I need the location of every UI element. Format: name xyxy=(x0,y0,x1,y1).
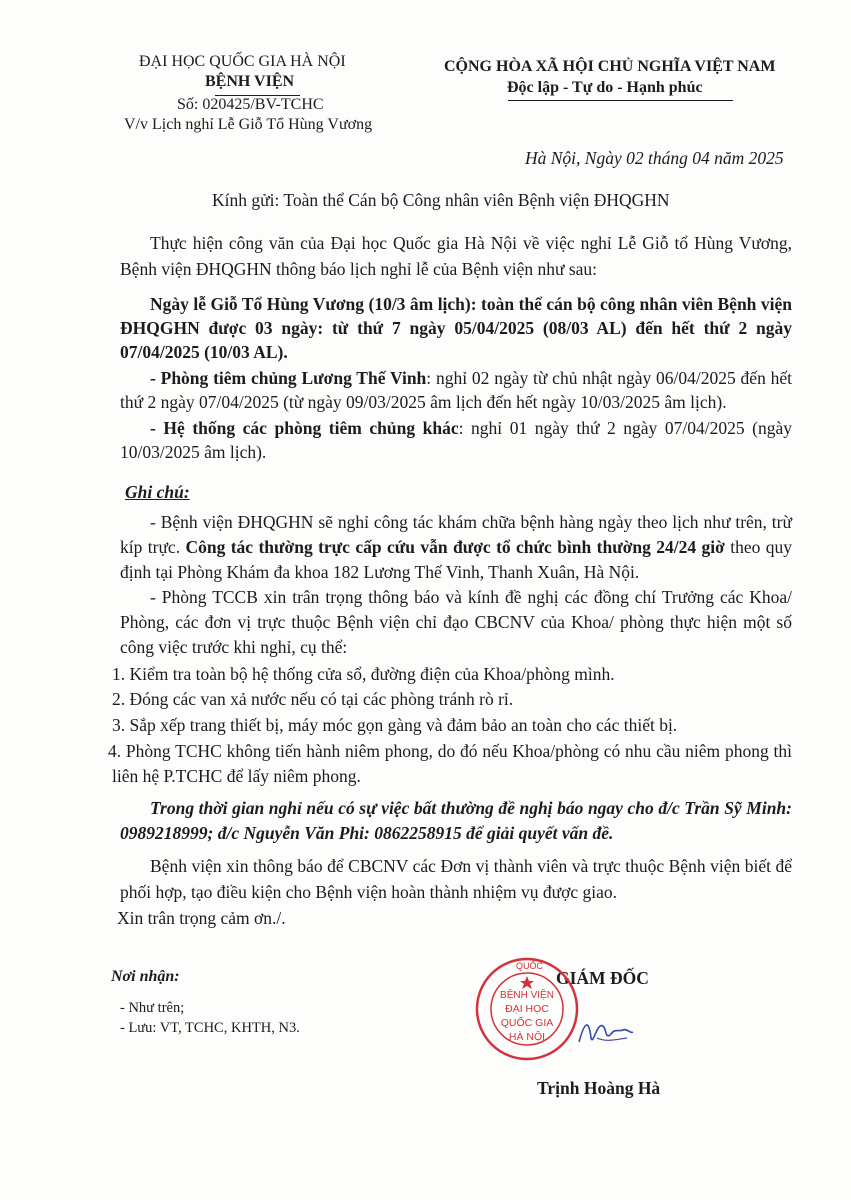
holiday-main: Ngày lễ Giỗ Tổ Hùng Vương (10/3 âm lịch): toàn thể cán bộ công nhân viên Bệnh viện ĐHQGHN được 03 ngày: từ thứ 7 ngày 05/04/2025 (08/03 AL) đến hết thứ 2 ngày 07/04/2025 (10/03 AL). xyxy=(120,294,792,362)
seal-graphic xyxy=(474,956,580,1062)
task-item: 1. Kiểm tra toàn bộ hệ thống cửa sổ, đường điện của Khoa/phòng mình. xyxy=(112,664,615,684)
seal-line: QUỐC GIA xyxy=(500,1017,554,1029)
seal-star-icon xyxy=(520,976,534,989)
motto-rule xyxy=(508,100,733,101)
country-name: CỘNG HÒA XÃ HỘI CHỦ NGHĨA VIỆT NAM xyxy=(444,58,776,75)
seal-line: HÀ NỘI xyxy=(508,1031,546,1043)
task-item: 2. Đóng các van xả nước nếu có tại các phòng tránh rò rỉ. xyxy=(112,689,514,709)
note-2: - Phòng TCCB xin trân trọng thông báo và kính đề nghị các đồng chí Trưởng các Khoa/ Phòng, các đơn vị trực thuộc Bệnh viện chỉ đạo CBCNV của Khoa/ phòng thực hiện một số công việc trước khi nghỉ, cụ thể: xyxy=(120,587,792,657)
thanks-line: Xin trân trọng cảm ơn./. xyxy=(117,908,286,928)
item1-label: - Phòng tiêm chủng Lương Thế Vinh xyxy=(150,368,427,388)
task-item: 4. Phòng TCHC không tiến hành niêm phong, do đó nếu Khoa/phòng có nhu cầu niêm phong thì liên hệ P.TCHC để lấy niêm phong. xyxy=(108,741,792,786)
item1-text: : nghỉ 02 ngày từ chủ nhật ngày 06/04/2025 đến hết thứ 2 ngày 07/04/2025 (từ ngày 09/03/2025 âm lịch đến hết ngày 10/03/2025 âm lịch). xyxy=(120,368,793,412)
org-parent: ĐẠI HỌC QUỐC GIA HÀ NỘI xyxy=(139,53,346,70)
seal-ring-text: QUỐC xyxy=(516,961,543,971)
note1-emphasis: Công tác thường trực cấp cứu vẫn được tổ chức bình thường 24/24 giờ xyxy=(185,537,725,557)
item2-label: - Hệ thống các phòng tiêm chủng khác xyxy=(150,418,459,438)
note1-text-c: theo quy định tại Phòng Khám đa khoa 182 Lương Thế Vinh, Thanh Xuân, Hà Nội. xyxy=(120,537,793,582)
national-motto: Độc lập - Tự do - Hạnh phúc xyxy=(507,79,703,96)
recipients-title: Nơi nhận: xyxy=(111,968,180,985)
recipient-line: - Lưu: VT, TCHC, KHTH, N3. xyxy=(120,1020,300,1036)
holiday-item-vaccination-other xyxy=(120,416,792,464)
note1-text-a: - Bệnh viện ĐHQGHN sẽ nghỉ công tác khám chữa bệnh hàng ngày theo lịch như trên, trừ kíp trực. xyxy=(120,512,792,557)
item2-text: : nghỉ 01 ngày thứ 2 ngày 07/04/2025 (ngày 10/03/2025 âm lịch). xyxy=(120,418,792,462)
holiday-item-vaccination-ltv xyxy=(120,366,792,414)
note-1 xyxy=(120,510,792,585)
handwritten-signature xyxy=(575,1012,635,1052)
signature-title: GIÁM ĐỐC xyxy=(556,968,649,988)
closing-paragraph: Bệnh viện xin thông báo để CBCNV các Đơn vị thành viên và trực thuộc Bệnh viện biết để phối hợp, tạo điều kiện cho Bệnh viện hoàn thành nhiệm vụ được giao. xyxy=(120,856,792,902)
task-item: 3. Sắp xếp trang thiết bị, máy móc gọn gàng và đảm bảo an toàn cho các thiết bị. xyxy=(112,715,678,735)
official-seal xyxy=(474,956,580,1062)
seal-line: ĐẠI HỌC xyxy=(505,1003,549,1015)
contact-paragraph: Trong thời gian nghỉ nếu có sự việc bất thường đề nghị báo ngay cho đ/c Trần Sỹ Minh: 0989218999; đ/c Nguyễn Văn Phi: 0862258915 để giải quyết vấn đề. xyxy=(120,798,792,843)
document-subject: V/v Lịch nghỉ Lễ Giỗ Tổ Hùng Vương xyxy=(124,116,373,133)
org-name: BỆNH VIỆN xyxy=(205,73,295,90)
salutation: Kính gửi: Toàn thể Cán bộ Công nhân viên Bệnh viện ĐHQGHN xyxy=(212,190,670,210)
document-number: Số: 020425/BV-TCHC xyxy=(177,96,324,113)
signer-name: Trịnh Hoàng Hà xyxy=(537,1078,661,1098)
place-date: Hà Nội, Ngày 02 tháng 04 năm 2025 xyxy=(525,148,784,168)
recipient-line: - Như trên; xyxy=(120,1000,185,1016)
notes-title: Ghi chú: xyxy=(125,482,190,502)
seal-line: BỆNH VIỆN xyxy=(500,990,554,1001)
intro-paragraph: Thực hiện công văn của Đại học Quốc gia Hà Nội về việc nghỉ Lễ Giỗ tổ Hùng Vương, Bệnh viện ĐHQGHN thông báo lịch nghỉ lễ của Bệnh viện như sau: xyxy=(120,233,792,279)
